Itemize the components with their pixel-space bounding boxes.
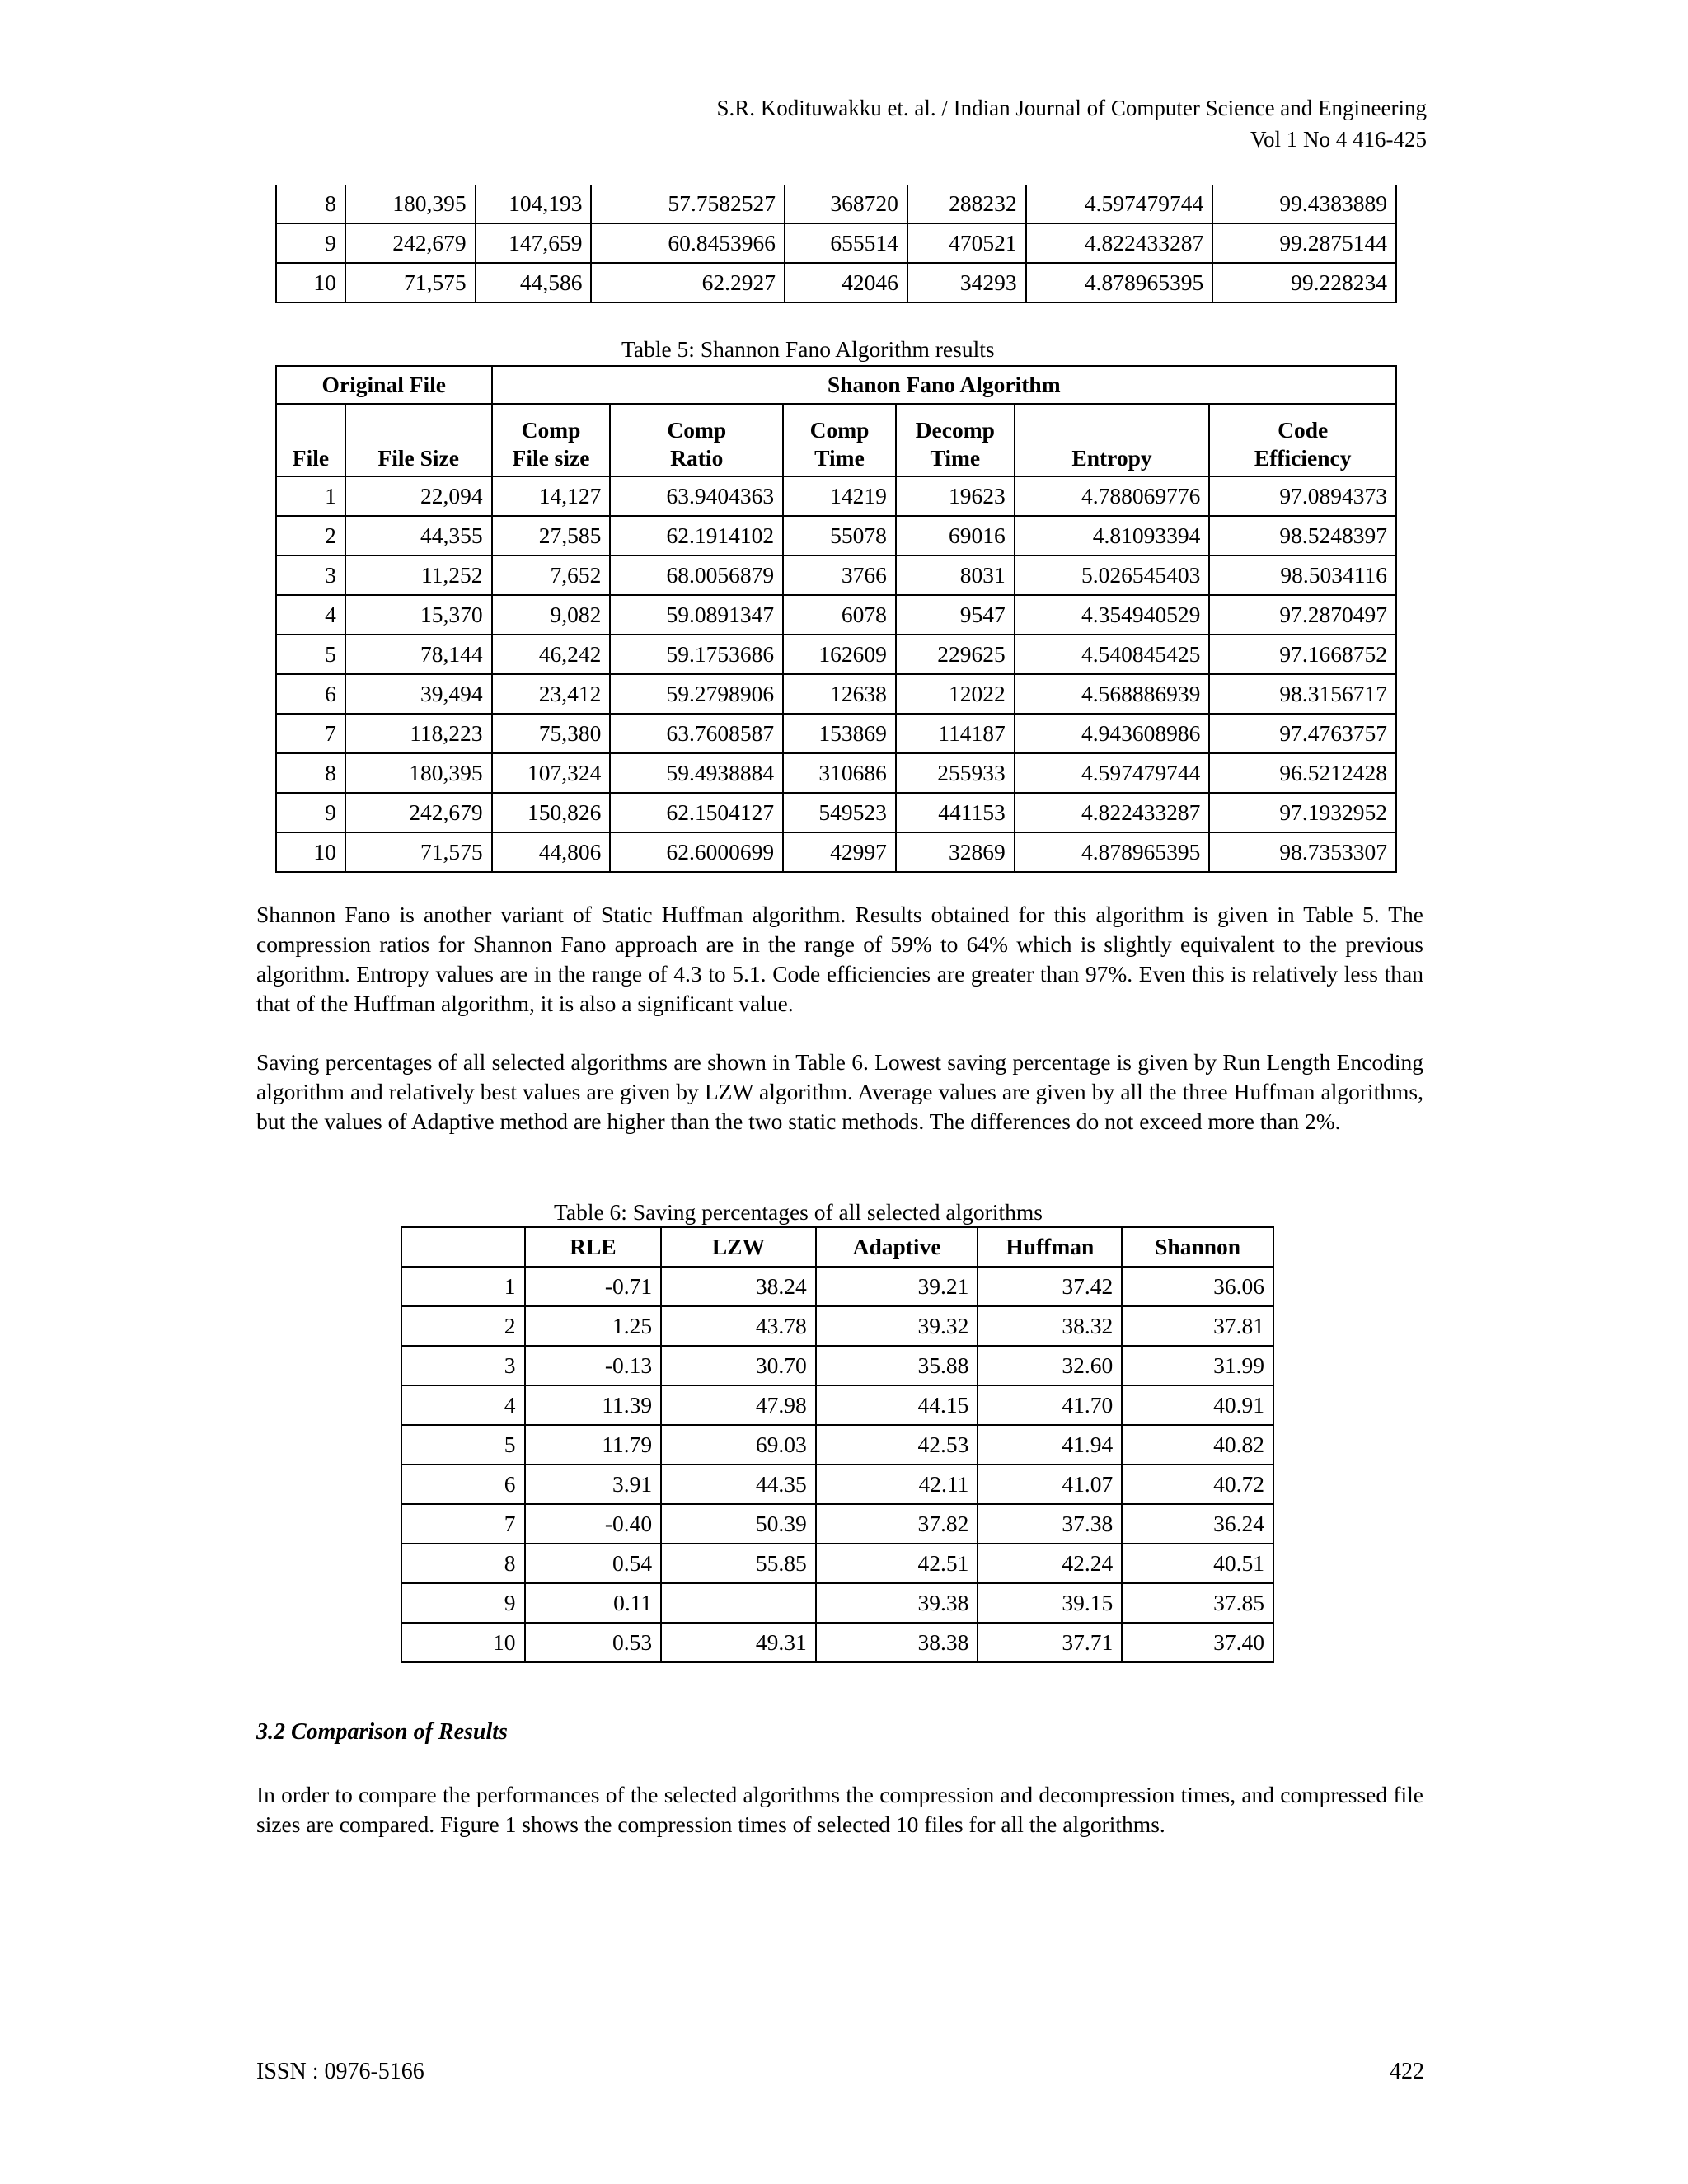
header-volume: Vol 1 No 4 416-425 (1250, 127, 1427, 152)
table-cell: 42.24 (978, 1544, 1122, 1583)
col-code-efficiency: Code Efficiency (1209, 404, 1396, 476)
table-cell: 4.354940529 (1015, 595, 1210, 635)
column-header: LZW (661, 1227, 816, 1267)
table-cell: 62.1504127 (610, 793, 783, 832)
table-cell: 99.2875144 (1212, 223, 1396, 263)
table-cell: 34293 (907, 263, 1026, 302)
table-cell: 1 (401, 1267, 525, 1306)
group-original-file: Original File (276, 366, 492, 404)
table-cell: 38.24 (661, 1267, 816, 1306)
table-cell: 180,395 (345, 753, 492, 793)
table-cell (661, 1583, 816, 1623)
table-cell: 44,355 (345, 516, 492, 555)
table-cell: 38.38 (816, 1623, 978, 1662)
table-cell: 41.94 (978, 1425, 1122, 1465)
table-cell: 99.228234 (1212, 263, 1396, 302)
table-cell: 30.70 (661, 1346, 816, 1385)
running-header (716, 92, 1427, 155)
table-row (276, 753, 1396, 793)
table-row (401, 1504, 1273, 1544)
table-cell: 9 (401, 1583, 525, 1623)
column-header: Shannon (1122, 1227, 1273, 1267)
table-cell: 98.7353307 (1209, 832, 1396, 872)
table-cell: 31.99 (1122, 1346, 1273, 1385)
table-row (276, 674, 1396, 714)
table-cell: 40.91 (1122, 1385, 1273, 1425)
table-cell: 6 (401, 1465, 525, 1504)
table-cell: 44.15 (816, 1385, 978, 1425)
table-cell: 41.70 (978, 1385, 1122, 1425)
table-cell: 37.82 (816, 1504, 978, 1544)
col-file: File (276, 404, 345, 476)
table-cell: 50.39 (661, 1504, 816, 1544)
table-cell: 10 (401, 1623, 525, 1662)
table-cell: 35.88 (816, 1346, 978, 1385)
table-cell: 4.943608986 (1015, 714, 1210, 753)
table-cell: 55.85 (661, 1544, 816, 1583)
paragraph-shannon-fano: Shannon Fano is another variant of Static Huffman algorithm. Results obtained for this algorithm is given in Table 5. The compression ratios for Shannon Fano approach are in the range of 59% to 64% which is slightly equivalent to the previous algorithm. Entropy values are in the range of 4.3 to 5.1. Code efficiencies are greater than 97%. Even this is relatively less than that of the Huffman algorithm, it is also a significant value. (256, 902, 1423, 1016)
table-cell: 310686 (783, 753, 896, 793)
table-row (276, 516, 1396, 555)
col-entropy: Entropy (1015, 404, 1210, 476)
table-cell: 4.878965395 (1026, 263, 1213, 302)
table-cell: 9547 (896, 595, 1015, 635)
table-cell: 180,395 (345, 185, 476, 223)
table-cell: 44.35 (661, 1465, 816, 1504)
table-cell: 104,193 (476, 185, 592, 223)
header-journal: S.R. Kodituwakku et. al. / Indian Journal of Computer Science and Engineering (716, 96, 1427, 120)
table-cell: 3.91 (525, 1465, 662, 1504)
table-cell: 4.597479744 (1015, 753, 1210, 793)
table-cell: 62.2927 (591, 263, 785, 302)
table-row (276, 555, 1396, 595)
table-cell: 3766 (783, 555, 896, 595)
table-cell: 8031 (896, 555, 1015, 595)
table-cell: 8 (276, 185, 345, 223)
table-cell: 97.1932952 (1209, 793, 1396, 832)
table-cell: 59.2798906 (610, 674, 783, 714)
table-cell: 3 (401, 1346, 525, 1385)
table-cell: 96.5212428 (1209, 753, 1396, 793)
table-cell: 0.11 (525, 1583, 662, 1623)
table-cell: 12022 (896, 674, 1015, 714)
table-cell: 1.25 (525, 1306, 662, 1346)
table-cell: 7,652 (492, 555, 611, 595)
col-comp-ratio: Comp Ratio (610, 404, 783, 476)
table5-shannon-fano (275, 365, 1397, 873)
table-cell: 368720 (785, 185, 907, 223)
paragraph-comparison: In order to compare the performances of the selected algorithms the compression and decompression times, and compressed file sizes are compared. Figure 1 shows the compression times of selected 10 files for all the algorithms. (256, 1782, 1423, 1837)
footer-page-number: 422 (1390, 2059, 1424, 2084)
table-cell: 63.7608587 (610, 714, 783, 753)
table-cell: 12638 (783, 674, 896, 714)
table-row (276, 263, 1396, 302)
table-cell: 44,586 (476, 263, 592, 302)
paragraph-saving-percentages: Saving percentages of all selected algorithms are shown in Table 6. Lowest saving percentage is given by Run Length Encoding algorithm and relatively best values are given by LZW algorithm. Average values are given by all the three Huffman algorithms, but the values of Adaptive method are higher than the two static methods. The differences do not exceed more than 2%. (256, 1049, 1423, 1134)
table-cell: 97.1668752 (1209, 635, 1396, 674)
table-cell: 15,370 (345, 595, 492, 635)
table-cell: 4.540845425 (1015, 635, 1210, 674)
table5-caption: Table 5: Shannon Fano Algorithm results (621, 336, 995, 362)
table-cell: 4.597479744 (1026, 185, 1213, 223)
table-cell: 549523 (783, 793, 896, 832)
table-cell: 11.39 (525, 1385, 662, 1425)
table-row (401, 1583, 1273, 1623)
table-cell: 37.42 (978, 1267, 1122, 1306)
table-cell: 107,324 (492, 753, 611, 793)
table-cell: 5 (276, 635, 345, 674)
table6-saving-percentages (401, 1226, 1274, 1663)
table-cell: 114187 (896, 714, 1015, 753)
table-cell: 39.21 (816, 1267, 978, 1306)
table-cell: 4 (401, 1385, 525, 1425)
table-row (276, 476, 1396, 516)
table-cell: -0.40 (525, 1504, 662, 1544)
table-cell: 39.15 (978, 1583, 1122, 1623)
table-row (276, 635, 1396, 674)
table-cell: 14,127 (492, 476, 611, 516)
table-cell: 37.40 (1122, 1623, 1273, 1662)
col-file-size: File Size (345, 404, 492, 476)
table-cell: 7 (401, 1504, 525, 1544)
table-cell: 147,659 (476, 223, 592, 263)
table-cell: 99.4383889 (1212, 185, 1396, 223)
table-cell: 78,144 (345, 635, 492, 674)
table-cell: 41.07 (978, 1465, 1122, 1504)
table-cell: 4.822433287 (1026, 223, 1213, 263)
table-cell: 2 (401, 1306, 525, 1346)
table-cell: 98.5248397 (1209, 516, 1396, 555)
table-cell: 59.1753686 (610, 635, 783, 674)
table-cell: 55078 (783, 516, 896, 555)
table-cell: 441153 (896, 793, 1015, 832)
table-cell: 39.38 (816, 1583, 978, 1623)
table-cell: 3 (276, 555, 345, 595)
table-cell: 242,679 (345, 223, 476, 263)
table-cell: 40.72 (1122, 1465, 1273, 1504)
table-cell: 46,242 (492, 635, 611, 674)
table-cell: 229625 (896, 635, 1015, 674)
table-cell: 150,826 (492, 793, 611, 832)
table-cell: 10 (276, 832, 345, 872)
table-cell: 37.71 (978, 1623, 1122, 1662)
table-cell: 68.0056879 (610, 555, 783, 595)
table-cell: 0.54 (525, 1544, 662, 1583)
table-cell: 69016 (896, 516, 1015, 555)
table-cell: -0.13 (525, 1346, 662, 1385)
footer-issn: ISSN : 0976-5166 (256, 2059, 424, 2084)
table-cell: 38.32 (978, 1306, 1122, 1346)
table-row (401, 1306, 1273, 1346)
table-cell: 71,575 (345, 832, 492, 872)
table-cell: 59.0891347 (610, 595, 783, 635)
column-header: Adaptive (816, 1227, 978, 1267)
table-cell: -0.71 (525, 1267, 662, 1306)
table-cell: 11,252 (345, 555, 492, 595)
table-cell: 97.2870497 (1209, 595, 1396, 635)
table-cell: 1 (276, 476, 345, 516)
table-cell: 162609 (783, 635, 896, 674)
table-cell: 49.31 (661, 1623, 816, 1662)
table4-continuation (275, 185, 1397, 303)
table-row (401, 1465, 1273, 1504)
table-cell: 57.7582527 (591, 185, 785, 223)
table-cell: 60.8453966 (591, 223, 785, 263)
table-cell: 9,082 (492, 595, 611, 635)
table-cell: 4.878965395 (1015, 832, 1210, 872)
table-cell: 47.98 (661, 1385, 816, 1425)
table-cell: 118,223 (345, 714, 492, 753)
table-cell: 32869 (896, 832, 1015, 872)
table-row (276, 714, 1396, 753)
table-cell: 10 (276, 263, 345, 302)
table-cell: 22,094 (345, 476, 492, 516)
table-cell: 0.53 (525, 1623, 662, 1662)
table-cell: 4.81093394 (1015, 516, 1210, 555)
table-cell: 62.6000699 (610, 832, 783, 872)
table-cell: 32.60 (978, 1346, 1122, 1385)
col-comp-file-size: Comp File size (492, 404, 611, 476)
table-row (276, 793, 1396, 832)
table-cell: 42.51 (816, 1544, 978, 1583)
table-cell: 42.11 (816, 1465, 978, 1504)
table-row (401, 1385, 1273, 1425)
table-cell: 470521 (907, 223, 1026, 263)
table-cell: 5.026545403 (1015, 555, 1210, 595)
table-cell: 6078 (783, 595, 896, 635)
table-cell: 288232 (907, 185, 1026, 223)
col-comp-time: Comp Time (783, 404, 896, 476)
table-cell: 8 (276, 753, 345, 793)
table-cell: 4.568886939 (1015, 674, 1210, 714)
table-cell: 62.1914102 (610, 516, 783, 555)
table-cell: 63.9404363 (610, 476, 783, 516)
group-shanon-fano: Shanon Fano Algorithm (492, 366, 1396, 404)
table-cell: 37.85 (1122, 1583, 1273, 1623)
table-cell: 4 (276, 595, 345, 635)
table-cell: 36.06 (1122, 1267, 1273, 1306)
column-header: RLE (525, 1227, 662, 1267)
table-cell: 242,679 (345, 793, 492, 832)
table-cell: 97.0894373 (1209, 476, 1396, 516)
table-cell: 9 (276, 223, 345, 263)
table-cell: 37.38 (978, 1504, 1122, 1544)
table-row (401, 1623, 1273, 1662)
table-cell: 5 (401, 1425, 525, 1465)
table-row (401, 1267, 1273, 1306)
table-cell: 40.51 (1122, 1544, 1273, 1583)
table-cell: 40.82 (1122, 1425, 1273, 1465)
table-cell: 36.24 (1122, 1504, 1273, 1544)
table-cell: 153869 (783, 714, 896, 753)
table-row (401, 1346, 1273, 1385)
table-cell: 11.79 (525, 1425, 662, 1465)
table-cell: 9 (276, 793, 345, 832)
table6-caption: Table 6: Saving percentages of all selected algorithms (554, 1199, 1043, 1225)
table-row (401, 1544, 1273, 1583)
table-row (401, 1425, 1273, 1465)
table-cell: 14219 (783, 476, 896, 516)
table-cell: 44,806 (492, 832, 611, 872)
table-row (276, 223, 1396, 263)
table-cell: 42997 (783, 832, 896, 872)
table-cell: 19623 (896, 476, 1015, 516)
table-cell: 2 (276, 516, 345, 555)
column-header (401, 1227, 525, 1267)
table-cell: 8 (401, 1544, 525, 1583)
table-cell: 655514 (785, 223, 907, 263)
table-cell: 59.4938884 (610, 753, 783, 793)
table-cell: 39,494 (345, 674, 492, 714)
table-row (276, 595, 1396, 635)
table-row (276, 185, 1396, 223)
table-cell: 75,380 (492, 714, 611, 753)
table-cell: 42046 (785, 263, 907, 302)
table-cell: 4.788069776 (1015, 476, 1210, 516)
table-row (276, 832, 1396, 872)
table-cell: 43.78 (661, 1306, 816, 1346)
col-decomp-time: Decomp Time (896, 404, 1015, 476)
table-cell: 98.3156717 (1209, 674, 1396, 714)
table-cell: 7 (276, 714, 345, 753)
table-cell: 42.53 (816, 1425, 978, 1465)
column-header: Huffman (978, 1227, 1122, 1267)
table-cell: 6 (276, 674, 345, 714)
table-cell: 69.03 (661, 1425, 816, 1465)
table-cell: 71,575 (345, 263, 476, 302)
table-cell: 255933 (896, 753, 1015, 793)
table-cell: 98.5034116 (1209, 555, 1396, 595)
section-heading: 3.2 Comparison of Results (256, 1719, 508, 1745)
table-cell: 39.32 (816, 1306, 978, 1346)
table-cell: 27,585 (492, 516, 611, 555)
table-cell: 97.4763757 (1209, 714, 1396, 753)
table-cell: 23,412 (492, 674, 611, 714)
table-cell: 37.81 (1122, 1306, 1273, 1346)
table-cell: 4.822433287 (1015, 793, 1210, 832)
